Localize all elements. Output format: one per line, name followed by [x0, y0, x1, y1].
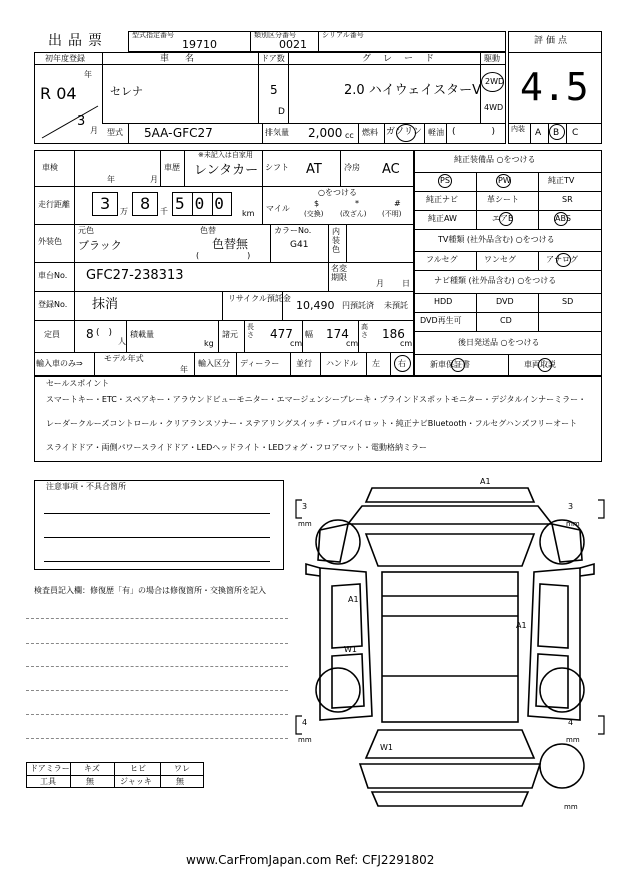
ac-value: AC — [382, 162, 400, 177]
recycle-label: リサイクル預託金 — [228, 294, 291, 303]
type-designation-value: 19710 — [182, 38, 217, 51]
capacity-label: 定員 — [44, 330, 60, 339]
tire-fl-depth: 3 — [302, 502, 308, 511]
fuel-value: ガソリン — [386, 127, 423, 137]
mileage-rest: 500 — [175, 194, 234, 213]
grade-value: 2.0 ハイウェイスターV — [344, 83, 482, 98]
fuel-label: 燃料 — [362, 128, 378, 137]
drive-2wd-circle — [481, 72, 504, 92]
first-reg-label: 初年度登録 — [45, 54, 85, 63]
displacement-value: 2,000 — [308, 126, 343, 140]
docs-title: 後日発送品 ○をつける — [458, 338, 540, 347]
damage-mark-right: A1 — [516, 621, 527, 630]
tire-rl-depth: 4 — [302, 718, 308, 727]
damage-mark-front: A1 — [480, 477, 491, 486]
height-value: 186 — [382, 327, 405, 341]
tire-fr-depth: 3 — [568, 502, 574, 511]
equip-abs: ABS — [555, 214, 571, 223]
load-label: 積載量 — [130, 330, 154, 339]
sales-line-2: レーダークルーズコントロール・クリアランスソナー・ステアリングスイッチ・プロパイロット・純正ナビBluetooth・フルセグハンズフリーオート — [46, 419, 578, 428]
interior-b: B — [553, 128, 560, 138]
docs-manual: 車両取説 — [524, 360, 556, 369]
shaken-label: 車検 — [42, 163, 58, 172]
door-value: 5 — [270, 83, 278, 97]
exterior-value: ブラック — [78, 239, 122, 252]
ac-label: 冷房 — [344, 163, 360, 172]
reg-value: 抹消 — [92, 297, 119, 312]
form-title: 出品票 — [48, 33, 108, 49]
tire-rr-depth: 4 — [568, 718, 574, 727]
equip-airbag: エアB — [492, 214, 514, 223]
drive-2wd: 2WD — [485, 77, 505, 86]
equip-ps: PS — [440, 176, 450, 185]
color-no-value: G41 — [290, 240, 309, 250]
shift-value: AT — [306, 162, 322, 177]
tv-title: TV種類 (社外品含む) ○をつける — [438, 235, 555, 244]
drive-4wd: 4WD — [484, 103, 504, 112]
docs-warranty: 新車保証書 — [430, 360, 470, 369]
shift-label: シフト — [265, 163, 289, 172]
caution-label: 注意事項・不具合箇所 — [46, 482, 126, 491]
reg-label: 登録No. — [38, 300, 68, 309]
import-only-label: 輸入車のみ⇒ — [36, 359, 83, 368]
damage-mark-left-wheel: W1 — [344, 645, 357, 654]
color-no-label: カラーNo. — [274, 226, 312, 235]
mileage-label: 走行距離 — [38, 200, 70, 209]
grade-label: グレード — [362, 54, 447, 64]
width-value: 174 — [326, 327, 349, 341]
score-value: 4.5 — [520, 65, 589, 109]
car-diagram — [290, 476, 610, 816]
mileage-sen: 8 — [140, 194, 151, 213]
mile-label: マイル — [266, 204, 290, 213]
first-reg-month: 3 — [77, 114, 86, 129]
damage-mark-left: A1 — [348, 595, 359, 604]
int-color-label: 内装色 — [332, 227, 340, 254]
caution-box — [34, 480, 284, 570]
car-name-value: セレナ — [110, 85, 143, 98]
length-value: 477 — [270, 327, 293, 341]
tv-analog: アナログ — [546, 255, 578, 264]
interior-b-circle — [549, 124, 565, 140]
score-label: 評価点 — [534, 36, 571, 46]
chassis-value: GFC27-238313 — [86, 268, 184, 283]
category-label: 類別区分番号 — [254, 31, 296, 39]
category-value: 0021 — [279, 38, 307, 51]
drive-label: 駆動 — [484, 54, 500, 63]
mileage-man: 3 — [100, 194, 111, 213]
sales-label: セールスポイント — [46, 379, 110, 388]
chassis-label: 車台No. — [38, 271, 68, 280]
car-use-value: レンタカー — [194, 163, 259, 178]
equipment-title: 純正装備品 ○をつける — [454, 155, 536, 164]
equip-pw: PW — [498, 176, 511, 185]
name-change-label: 名変期限 — [331, 264, 347, 282]
recycle-value: 10,490 — [296, 299, 335, 312]
interior-label: 内装 — [511, 125, 525, 133]
handle-right-circle — [394, 355, 411, 372]
model-label: 型式 — [107, 128, 123, 137]
handle-right: 右 — [398, 359, 406, 368]
door-label: ドア数 — [261, 54, 285, 63]
serial-label: シリアル番号 — [322, 31, 364, 39]
repaint-value: 色替無 — [212, 237, 249, 251]
sales-line-3: スライドドア・両側パワースライドドア・LEDヘッドライト・LEDフォグ・フロアマット・電動格納ミラー — [46, 443, 428, 452]
fuel-gasoline-circle — [396, 124, 416, 142]
diesel-label: 軽油 — [428, 128, 444, 137]
car-use-label: 車歴 — [164, 163, 180, 172]
sales-line-1: スマートキー・ETC・スペアキー・アラウンドビューモニター・エマージェンシーブレーキ・ブラインドスポットモニター・デジタルインナーミラー・ — [46, 395, 587, 404]
car-name-label: 車名 — [160, 54, 211, 64]
footer-ref: www.CarFromJapan.com Ref: CFJ2291802 — [186, 853, 435, 867]
navi-title: ナビ種類 (社外品含む) ○をつける — [434, 276, 557, 285]
first-reg-year: R 04 — [40, 84, 77, 103]
inspector-label: 検査員記入欄：修復歴「有」の場合は修復箇所・交換箇所を記入 — [34, 586, 266, 595]
capacity-value: 8 — [86, 327, 94, 341]
damage-mark-rear: W1 — [380, 743, 393, 752]
size-label: 諸元 — [222, 330, 238, 339]
type-designation-label: 型式指定番号 — [132, 31, 174, 39]
displacement-label: 排気量 — [265, 128, 289, 137]
model-value: 5AA-GFC27 — [144, 126, 213, 140]
exterior-label: 外装色 — [38, 237, 62, 246]
